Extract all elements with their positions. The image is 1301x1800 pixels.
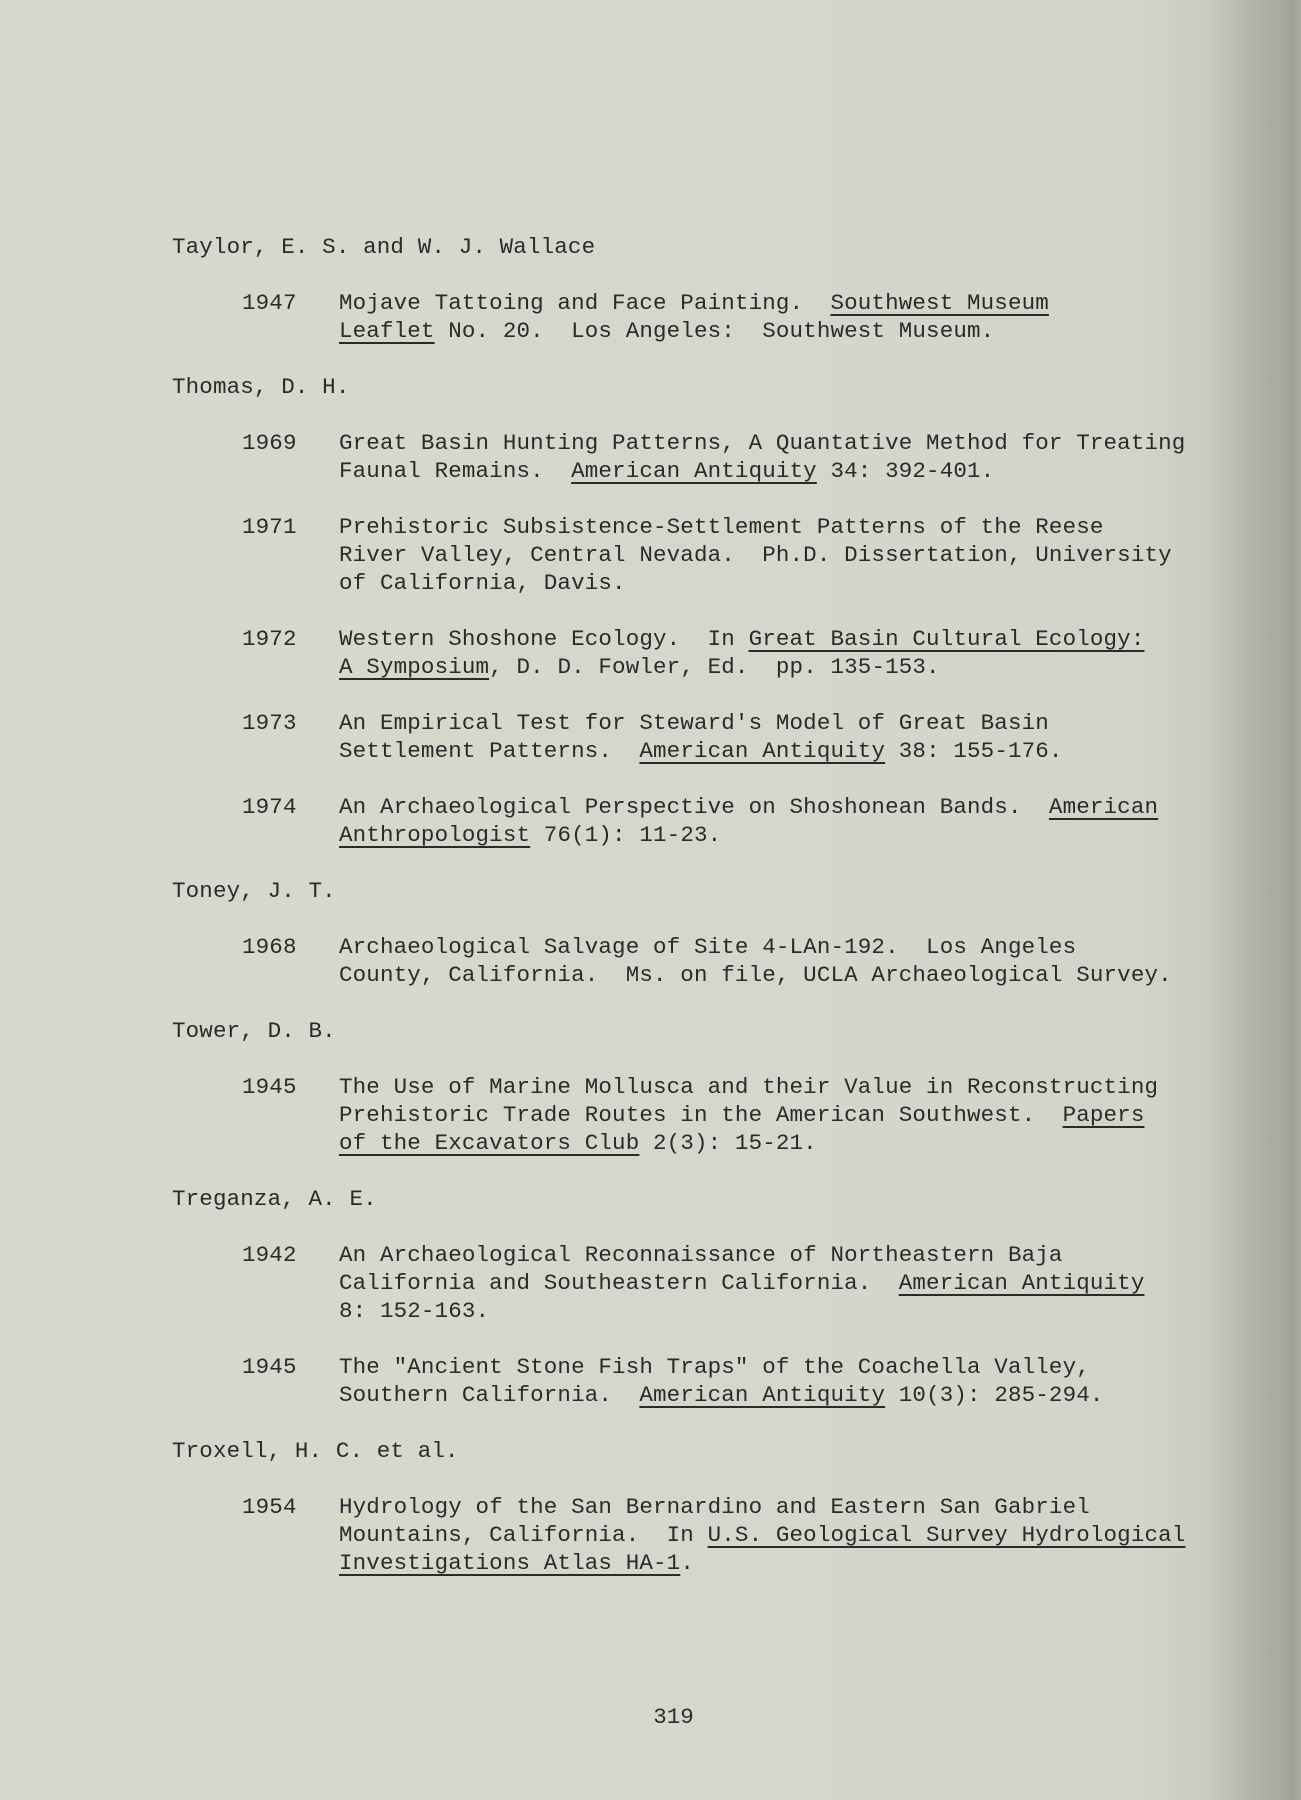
bibliography-entry	[172, 289, 1232, 345]
bibliography-entry	[172, 1073, 1232, 1157]
bibliography-entry	[172, 625, 1232, 681]
publication-title: American Antiquity	[639, 1382, 886, 1408]
entry-citation	[339, 1241, 1232, 1325]
citation-text: The Use of Marine Mollusca and their Value in Reconstructing Prehistoric Trade Routes in the American Southwest.	[339, 1074, 1159, 1128]
author-heading: Treganza, A. E.	[172, 1186, 377, 1212]
bibliography-entry	[172, 1241, 1232, 1325]
entry-citation	[339, 513, 1232, 597]
citation-text: Archaeological Salvage of Site 4-LAn-192. Los Angeles County, California. Ms. on file, UCLA Archaeological Survey.	[339, 934, 1172, 988]
publication-title: Southwest Museum Leaflet	[339, 290, 1049, 344]
citation-text: An Archaeological Perspective on Shoshonean Bands.	[339, 794, 1049, 820]
page-number: 319	[653, 1704, 694, 1730]
entry-year: 1968	[242, 934, 297, 960]
entry-citation	[339, 429, 1232, 485]
page-edge-shadow	[1279, 0, 1301, 1800]
citation-text: Prehistoric Subsistence-Settlement Patterns of the Reese River Valley, Central Nevada. Ph.D. Dissertation, University of California, Davis.	[339, 514, 1172, 596]
entry-year: 1974	[242, 794, 297, 820]
bibliography-entry	[172, 793, 1232, 849]
entry-year: 1947	[242, 290, 297, 316]
author-heading: Taylor, E. S. and W. J. Wallace	[172, 234, 596, 260]
citation-text: .	[680, 1550, 694, 1576]
citation-text: Great Basin Hunting Patterns, A Quantative Method for Treating Faunal Remains.	[339, 430, 1186, 484]
entry-year: 1972	[242, 626, 297, 652]
publication-title: Papers of the Excavators Club	[339, 1102, 1145, 1156]
entry-citation	[339, 933, 1232, 989]
author-heading: Troxell, H. C. et al.	[172, 1438, 459, 1464]
citation-text: 10(3): 285-294.	[885, 1382, 1104, 1408]
entry-citation	[339, 709, 1232, 765]
author-heading: Tower, D. B.	[172, 1018, 336, 1044]
citation-text: 8: 152-163.	[339, 1298, 490, 1324]
author-heading: Thomas, D. H.	[172, 374, 350, 400]
publication-title: Great Basin Cultural Ecology: A Symposium	[339, 626, 1145, 680]
citation-text: An Empirical Test for Steward's Model of Great Basin Settlement Patterns.	[339, 710, 1049, 764]
entry-citation	[339, 793, 1232, 849]
bibliography-entry	[172, 1353, 1232, 1409]
citation-text: Western Shoshone Ecology. In	[339, 626, 749, 652]
citation-text: The "Ancient Stone Fish Traps" of the Coachella Valley, Southern California.	[339, 1354, 1090, 1408]
bibliography-entry	[172, 429, 1232, 485]
author-heading: Toney, J. T.	[172, 878, 336, 904]
entry-citation	[339, 1073, 1232, 1157]
entry-citation	[339, 1353, 1232, 1409]
citation-text: 76(1): 11-23.	[530, 822, 722, 848]
publication-title: American Antiquity	[639, 738, 886, 764]
entry-year: 1942	[242, 1242, 297, 1268]
publication-title: American Antiquity	[571, 458, 817, 484]
citation-text: 38: 155-176.	[885, 738, 1063, 764]
entry-year: 1945	[242, 1354, 297, 1380]
entry-year: 1954	[242, 1494, 297, 1520]
citation-text: 34: 392-401.	[816, 458, 995, 484]
entry-year: 1945	[242, 1074, 297, 1100]
publication-title: American Antiquity	[898, 1270, 1145, 1296]
entry-citation	[339, 1493, 1232, 1577]
citation-text: Hydrology of the San Bernardino and Eastern San Gabriel Mountains, California. In	[339, 1494, 1090, 1548]
entry-year: 1969	[242, 430, 297, 456]
bibliography-entry	[172, 709, 1232, 765]
bibliography-list	[172, 233, 1232, 1605]
citation-text: 2(3): 15-21.	[639, 1130, 817, 1156]
entry-citation	[339, 625, 1232, 681]
citation-text: An Archaeological Reconnaissance of Northeastern Baja California and Southeastern California.	[339, 1242, 1063, 1296]
publication-title: American Anthropologist	[339, 794, 1159, 848]
entry-citation	[339, 289, 1232, 345]
entry-year: 1971	[242, 514, 297, 540]
citation-text: No. 20. Los Angeles: Southwest Museum.	[434, 318, 995, 344]
bibliography-entry	[172, 513, 1232, 597]
publication-title: U.S. Geological Survey Hydrological Investigations Atlas HA-1	[339, 1522, 1186, 1576]
entry-year: 1973	[242, 710, 297, 736]
bibliography-entry	[172, 933, 1232, 989]
citation-text: , D. D. Fowler, Ed. pp. 135-153.	[489, 654, 940, 680]
citation-text: Mojave Tattoing and Face Painting.	[339, 290, 831, 316]
bibliography-entry	[172, 1493, 1232, 1577]
